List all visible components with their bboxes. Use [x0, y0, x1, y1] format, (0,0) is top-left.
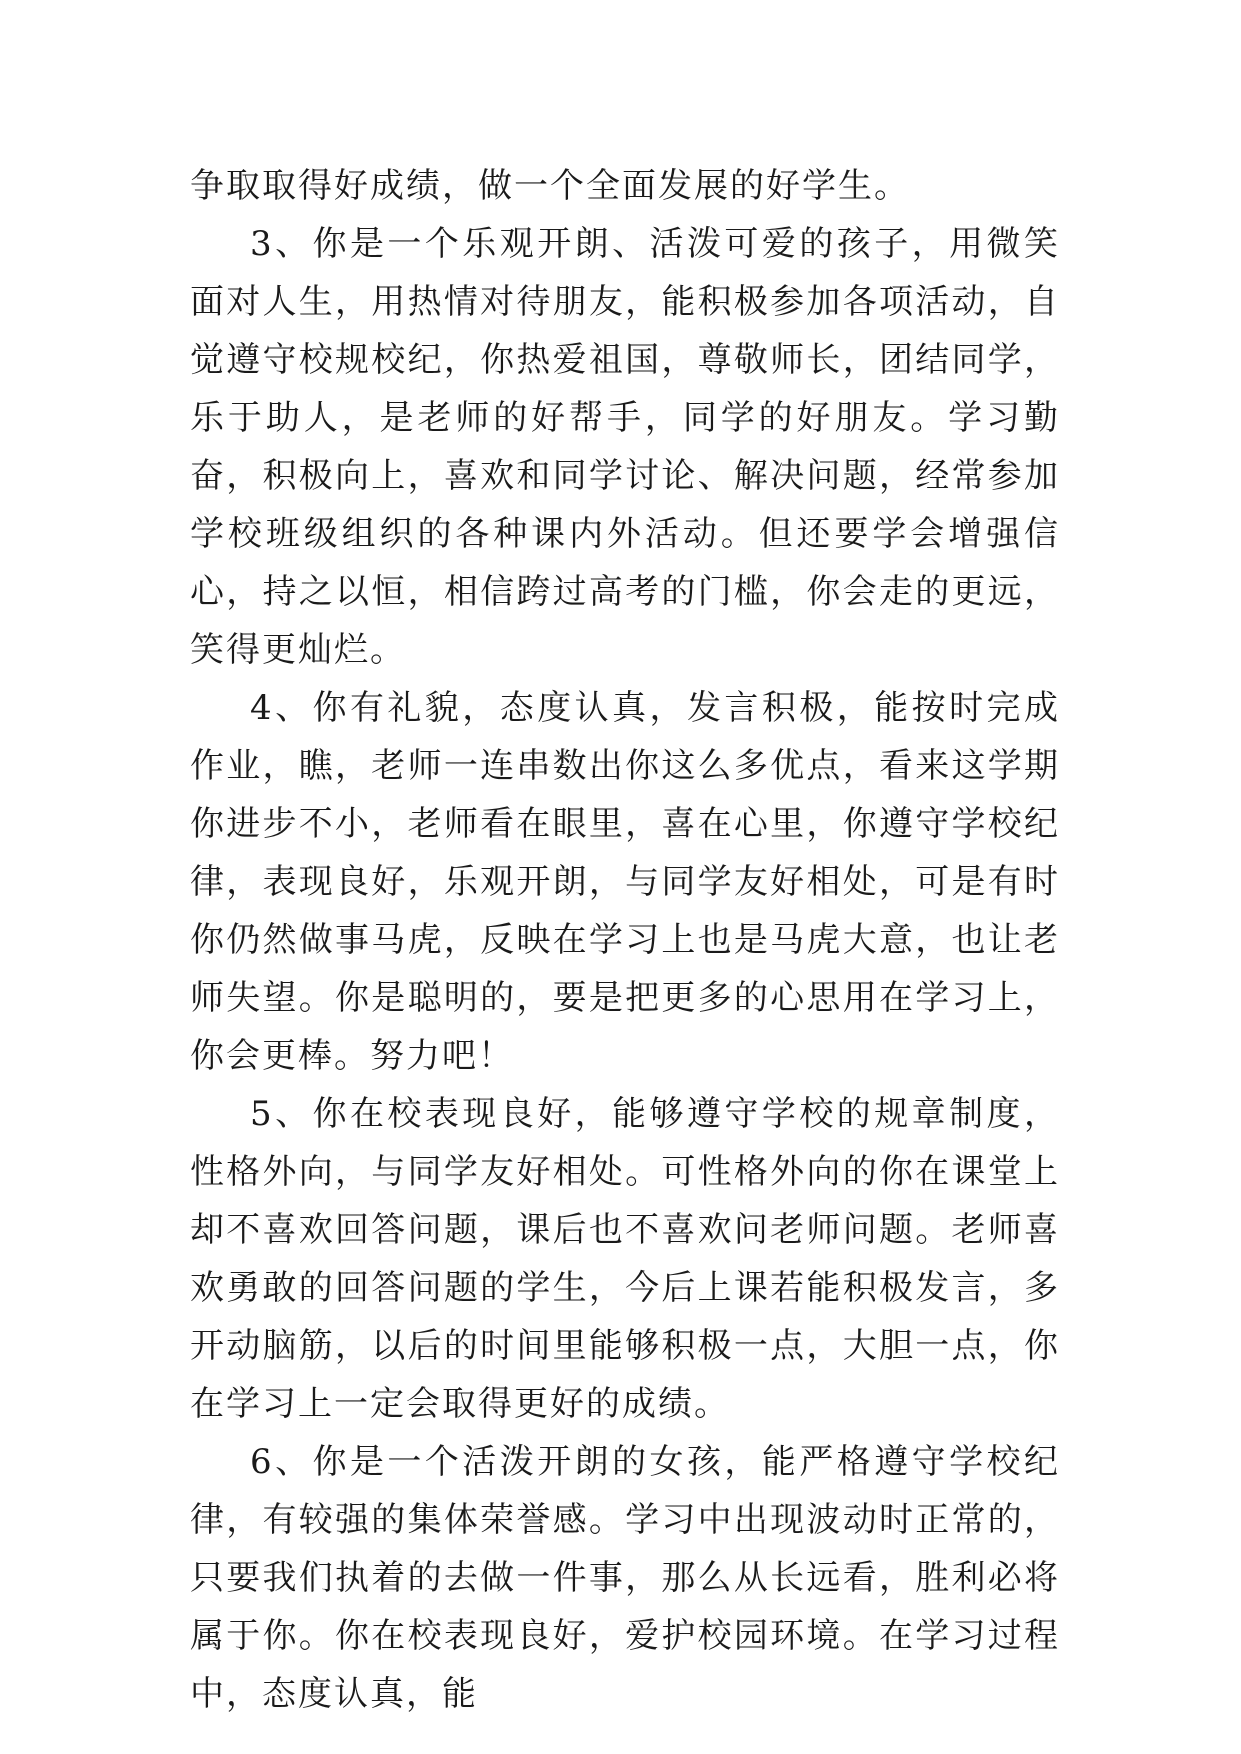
- paragraph-comment-4: 4、你有礼貌，态度认真，发言积极，能按时完成作业，瞧，老师一连串数出你这么多优点，看来这学期你进步不小，老师看在眼里，喜在心里，你遵守学校纪律，表现良好，乐观开朗，与同学友好相处，可是有时你仍然做事马虎，反映在学习上也是马虎大意，也让老师失望。你是聪明的，要是把更多的心思用在学习上，你会更棒。努力吧！: [190, 688, 1060, 1076]
- paragraph-comment-3: 3、你是一个乐观开朗、活泼可爱的孩子，用微笑面对人生，用热情对待朋友，能积极参加各项活动，自觉遵守校规校纪，你热爱祖国，尊敬师长，团结同学，乐于助人，是老师的好帮手，同学的好朋友。学习勤奋，积极向上，喜欢和同学讨论、解决问题，经常参加学校班级组织的各种课内外活动。但还要学会增强信心，持之以恒，相信跨过高考的门槛，你会走的更远，笑得更灿烂。: [190, 224, 1060, 670]
- document-body: [190, 157, 1060, 1723]
- paragraph-comment-6: 6、你是一个活泼开朗的女孩，能严格遵守学校纪律，有较强的集体荣誉感。学习中出现波动时正常的，只要我们执着的去做一件事，那么从长远看，胜利必将属于你。你在校表现良好，爱护校园环境。在学习过程中，态度认真，能: [190, 1442, 1060, 1714]
- paragraph-comment-5: 5、你在校表现良好，能够遵守学校的规章制度，性格外向，与同学友好相处。可性格外向的你在课堂上却不喜欢回答问题，课后也不喜欢问老师问题。老师喜欢勇敢的回答问题的学生，今后上课若能积极发言，多开动脑筋，以后的时间里能够积极一点，大胆一点，你在学习上一定会取得更好的成绩。: [190, 1094, 1060, 1424]
- paragraph-continuation: 争取取得好成绩，做一个全面发展的好学生。: [190, 166, 910, 206]
